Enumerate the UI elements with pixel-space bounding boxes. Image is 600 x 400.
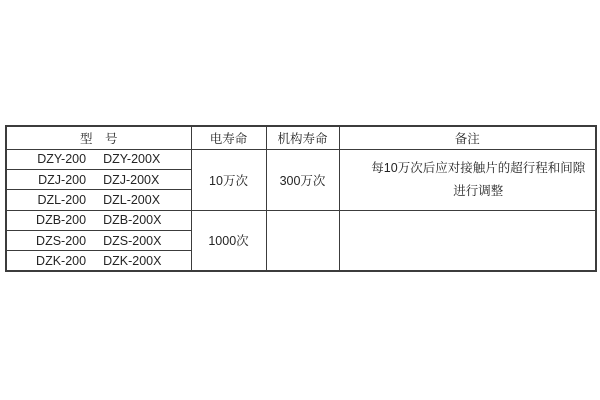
mechanism-life-group2-cell — [266, 210, 339, 271]
model-code: DZK-200 — [36, 253, 87, 268]
table-header-row — [6, 126, 596, 149]
model-code: DZL-200X — [103, 192, 161, 207]
remark-line-1: 每10万次后应对接触片的超行程和间隙 — [371, 160, 586, 175]
column-header-mechanism-life: 机构寿命 — [266, 126, 339, 149]
model-cell-dzl — [6, 190, 191, 210]
remarks-group2-cell — [339, 210, 596, 271]
model-code: DZY-200 — [37, 152, 87, 167]
table-row-dzy — [6, 149, 596, 169]
model-code: DZL-200 — [37, 192, 87, 207]
model-code: DZJ-200 — [38, 172, 87, 187]
spec-table — [5, 125, 597, 272]
remark-line-2: 进行调整 — [453, 183, 504, 198]
electrical-life-group1-cell: 10万次 — [191, 149, 266, 210]
model-code: DZK-200X — [103, 253, 162, 268]
model-cell-dzk — [6, 251, 191, 271]
model-cell-dzs — [6, 230, 191, 250]
model-cell-dzy — [6, 149, 191, 169]
model-code: DZB-200 — [36, 213, 87, 228]
model-cell-dzb — [6, 210, 191, 230]
model-code: DZB-200X — [103, 213, 162, 228]
column-header-remarks: 备注 — [339, 126, 596, 149]
mechanism-life-group1-cell: 300万次 — [266, 149, 339, 210]
table-row-dzb — [6, 210, 596, 230]
remarks-group1-cell — [339, 149, 596, 210]
column-header-electrical-life: 电寿命 — [191, 126, 266, 149]
model-code: DZS-200X — [103, 233, 162, 248]
model-cell-dzj — [6, 170, 191, 190]
column-header-model: 型 号 — [6, 126, 191, 149]
model-code: DZJ-200X — [103, 172, 160, 187]
model-code: DZS-200 — [36, 233, 87, 248]
model-code: DZY-200X — [103, 152, 161, 167]
electrical-life-group2-cell: 1000次 — [191, 210, 266, 271]
